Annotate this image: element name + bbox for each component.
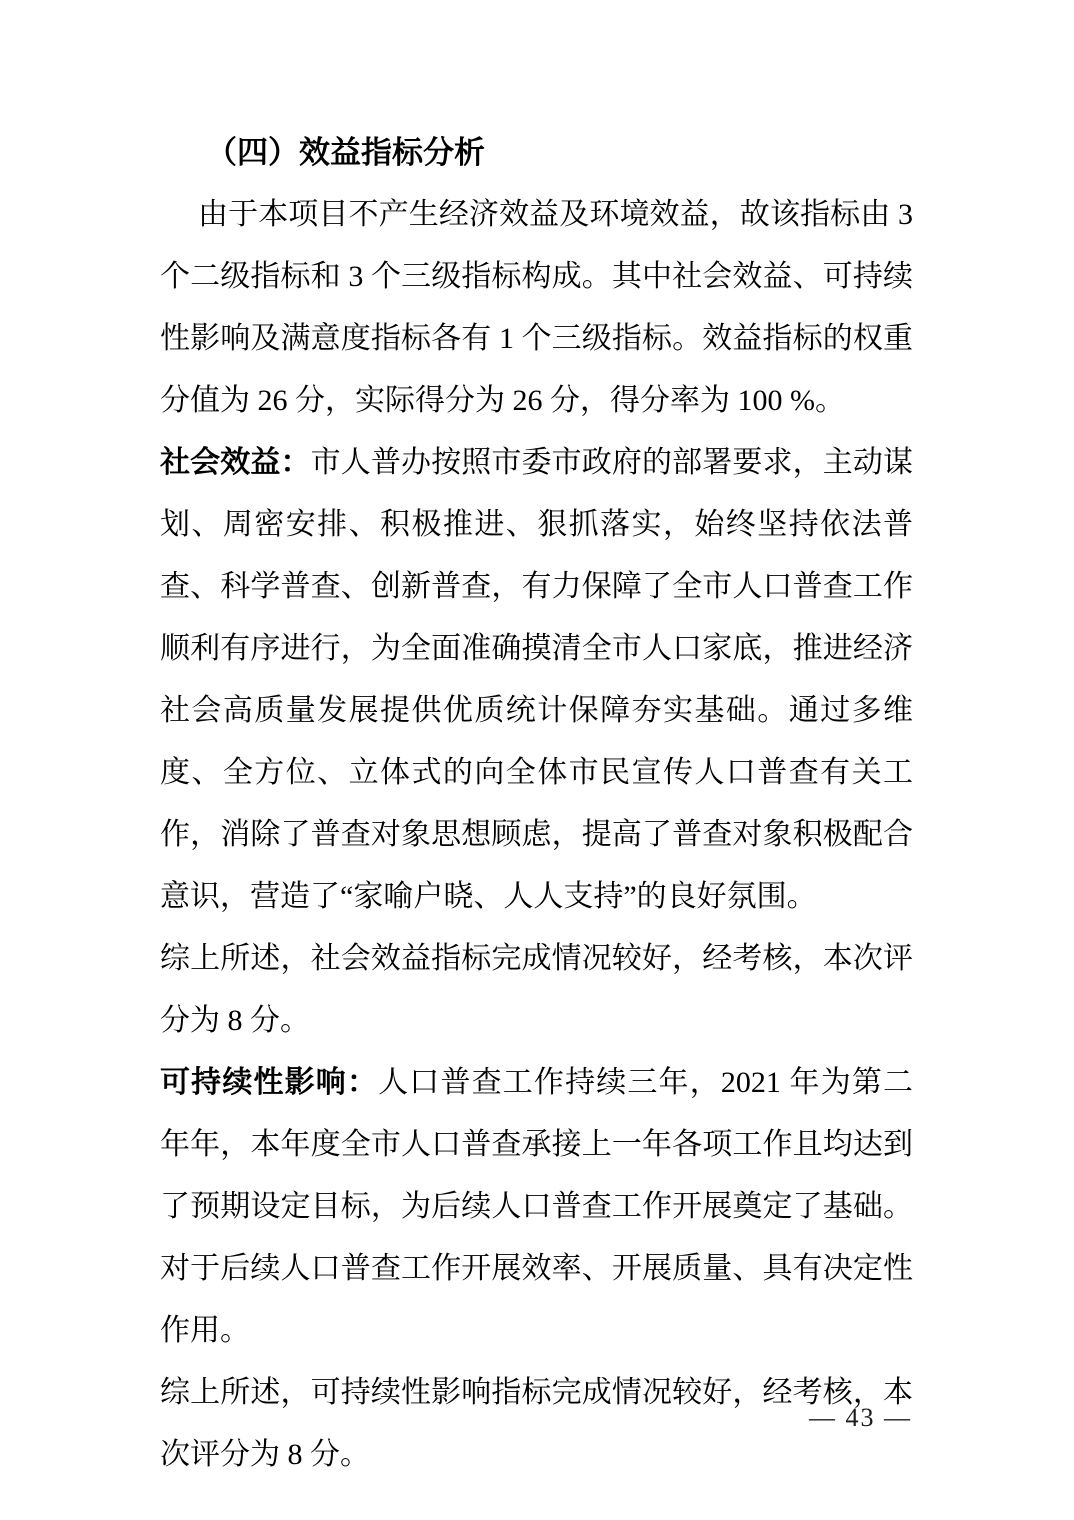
paragraph-sustainability	[160, 1052, 913, 1362]
paragraph-text: 由于本项目不产生经济效益及环境效益，故该指标由 3 个二级指标和 3 个三级指标构成。其中社会效益、可持续性影响及满意度指标各有 1 个三级指标。效益指标的权重分值为 26 分，实际得分为 26 分，得分率为 100 %。	[160, 198, 913, 417]
page-number: — 43 —	[809, 1403, 912, 1432]
paragraph-lead-label: 可持续性影响：	[160, 1066, 379, 1099]
paragraph-sustainability-conclusion	[160, 1362, 913, 1486]
paragraph-benefit-overview	[160, 184, 913, 432]
paragraph-text: 市人普办按照市委市政府的部署要求，主动谋划、周密安排、积极推进、狠抓落实，始终坚持依法普查、科学普查、创新普查，有力保障了全市人口普查工作顺利有序进行，为全面准确摸清全市人口家底，推进经济社会高质量发展提供优质统计保障夯实基础。通过多维度、全方位、立体式的向全体市民宣传人口普查有关工作，消除了普查对象思想顾虑，提高了普查对象积极配合意识，营造了“家喻户晓、人人支持”的良好氛围。	[160, 446, 913, 913]
paragraph-lead-label: 社会效益：	[160, 446, 311, 479]
paragraph-text: 人口普查工作持续三年，2021 年为第二年年，本年度全市人口普查承接上一年各项工作且均达到了预期设定目标，为后续人口普查工作开展奠定了基础。对于后续人口普查工作开展效率、开展质量、具有决定性作用。	[160, 1066, 914, 1347]
paragraph-social-benefit-conclusion	[160, 928, 913, 1052]
paragraph-social-benefit	[160, 432, 913, 928]
section-heading: （四）效益指标分析	[206, 135, 485, 170]
paragraph-text: 综上所述，可持续性影响指标完成情况较好，经考核，本次评分为 8 分。	[160, 1376, 913, 1471]
document-body	[160, 122, 913, 1486]
paragraph-text: 综上所述，社会效益指标完成情况较好，经考核，本次评分为 8 分。	[160, 942, 913, 1037]
